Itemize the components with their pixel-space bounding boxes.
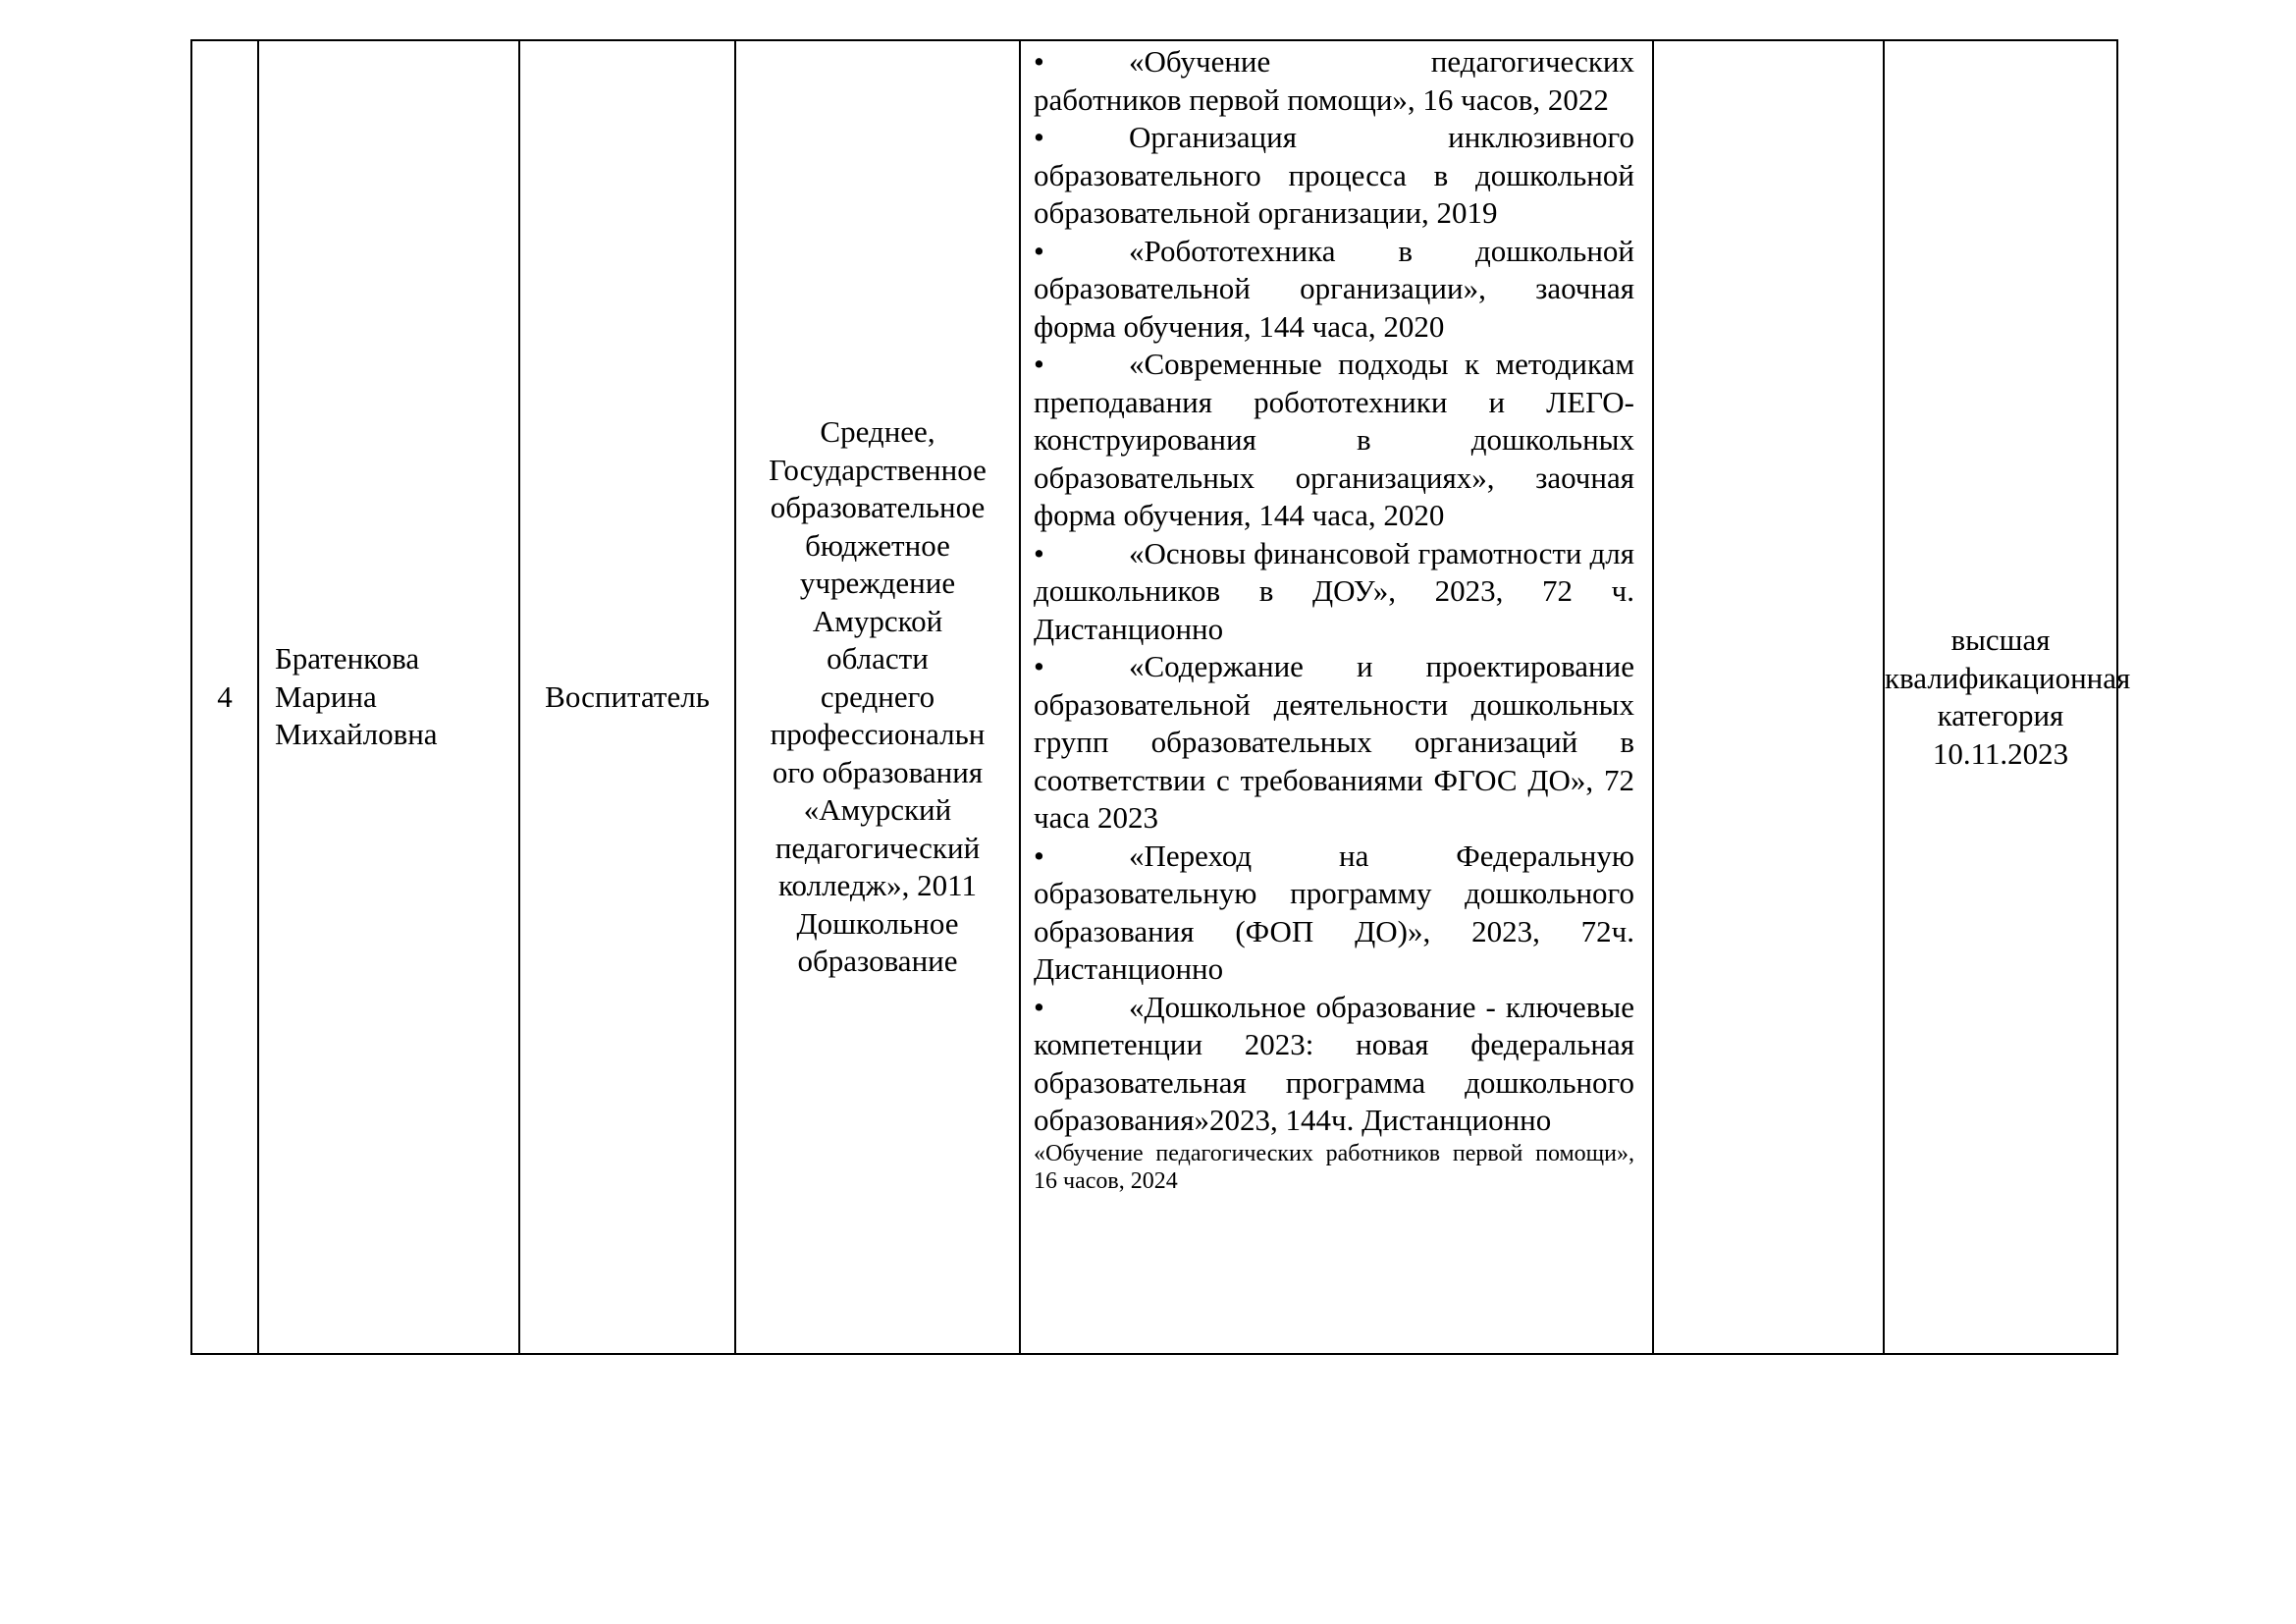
course-text: «Робототехника в дошкольной образовательной организации», заочная форма обучения, 144 часа, 2020 [1034,233,1634,344]
table-row [191,40,2117,1354]
teacher-first-name: Марина [275,678,377,714]
course-item [1034,535,1634,649]
course-text: «Дошкольное образование - ключевые компетенции 2023: новая федеральная образовательная программа дошкольного образования»2023, 144ч. Дистанционно [1034,989,1634,1137]
education-line: Государственное [769,452,987,487]
education-line: Среднее, [820,414,935,450]
education-line: среднего [820,678,935,714]
bullet-icon: • [1034,347,1044,381]
teacher-patronymic: Михайловна [275,717,438,752]
teacher-surname: Братенкова [275,641,420,677]
education-line: «Амурский [803,792,952,828]
row-number: 4 [217,678,233,714]
education-cell [735,40,1020,1354]
course-text: «Содержание и проектирование образовательной деятельности дошкольных групп образовательных организаций в соответствии с требованиями ФГОС ДО», 72 часа 2023 [1034,649,1634,835]
course-item [1034,119,1634,233]
course-text: «Современные подходы к методикам преподавания робототехники и ЛЕГО-конструирования в дошкольных образовательных организациях», заочная форма обучения, 144 часа, 2020 [1034,347,1634,532]
staff-table [190,39,2131,1355]
course-text: «Основы финансовой грамотности для дошкольников в ДОУ», 2023, 72 ч. Дистанционно [1034,535,1634,646]
experience-cell [1653,40,1884,1354]
bullet-icon: • [1034,649,1044,683]
category-line: высшая [1950,623,2051,657]
course-text: «Обучение педагогических работников первой помощи», 16 часов, 2022 [1034,44,1634,117]
bullet-icon: • [1034,535,1044,570]
position-cell [519,40,735,1354]
course-text: Организация инклюзивного образовательного процесса в дошкольной образовательной организации, 2019 [1034,120,1634,230]
education-line: бюджетное [805,527,950,563]
category-line: категория [1937,698,2064,732]
education-line: педагогический [774,830,981,865]
category-line: квалификационная [1885,660,2131,695]
course-item [1034,838,1634,989]
category-date: 10.11.2023 [1932,735,2069,771]
course-item [1034,233,1634,347]
course-item [1034,648,1634,838]
courses-cell [1020,40,1653,1354]
row-number-cell [191,40,258,1354]
position-text: Воспитатель [545,678,710,714]
education-line: колледж», 2011 [778,868,977,903]
education-line: Амурской [812,603,943,638]
teacher-name-cell [258,40,519,1354]
course-item [1034,43,1634,119]
bullet-icon: • [1034,120,1044,154]
bullet-icon: • [1034,233,1044,268]
category-cell [1884,40,2131,1354]
course-item [1034,346,1634,535]
education-line: профессиональн [770,717,986,752]
education-line: области [827,641,929,677]
bullet-icon: • [1034,838,1044,873]
education-line: Дошкольное [796,905,959,941]
education-line: учреждение [799,566,956,601]
course-item [1034,989,1634,1140]
course-item-small: «Обучение педагогических работников первой помощи», 16 часов, 2024 [1034,1140,1634,1194]
education-line: ого образования [772,754,984,789]
bullet-icon: • [1034,44,1044,79]
bullet-icon: • [1034,989,1044,1024]
education-line: образование [797,944,958,979]
course-text: «Переход на Федеральную образовательную программу дошкольного образования (ФОП ДО)», 2023, 72ч. Дистанционно [1034,838,1634,986]
education-line: образовательное [770,490,986,525]
